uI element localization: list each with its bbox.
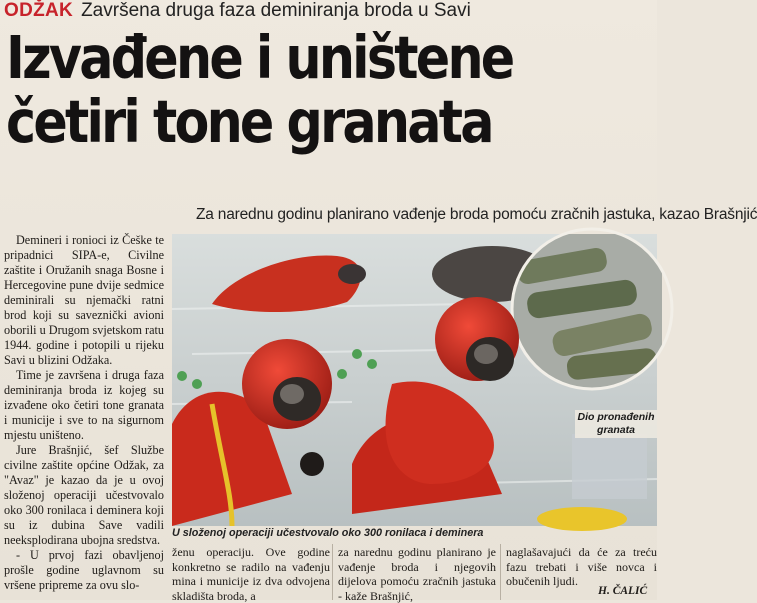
article-left-column bbox=[4, 233, 164, 600]
photo-caption: U složenoj operaciji učestvovalo oko 300 ronilaca i deminera bbox=[172, 527, 484, 539]
kicker-text: Završena druga faza deminiranja broda u Savi bbox=[81, 0, 471, 21]
byline: H. ČALIĆ bbox=[598, 585, 648, 597]
divers-photo bbox=[172, 234, 657, 526]
article-column-4: naglašavajući da će za treću fazu trebati i više novca i obučenih ljudi. bbox=[506, 545, 657, 588]
headline bbox=[6, 23, 563, 156]
article-paragraph: - U prvoj fazi obavljenoj prošle godine uglavnom su vršene pripreme za ovu slo- bbox=[4, 548, 164, 592]
column-divider bbox=[500, 544, 501, 600]
subheadline: Za narednu godinu planirano vađenje broda pomoću zračnih jastuka, kazao Brašnjić bbox=[196, 206, 757, 223]
headline-line-1: Izvađene i uništene bbox=[6, 23, 513, 92]
article-paragraph: Demineri i ronioci iz Češke te pripadnici SIPA-e, Civilne zaštite i Oružanih snaga Bosne i Hercegovine pune dvije sedmice deminirali su njemački ratni brod koji su saveznički avioni oborili u Drugom svjetskom ratu 1944. godine i potopili u rijeku Savi u blizini Odžaka. bbox=[4, 233, 164, 367]
column-divider bbox=[332, 544, 333, 600]
location-tag: ODŽAK bbox=[4, 0, 74, 21]
article-column-3: za narednu godinu planirano je vađenje broda i njegovih dijelova pomoću zračnih jastuka - kaže Brašnjić, bbox=[338, 545, 496, 603]
article-paragraph: Time je završena i druga faza deminiranja broda iz kojeg su izvađene oko četiri tone granata i municije i sve to na sigurnom mjestu uništeno. bbox=[4, 368, 164, 442]
article-column-2: ženu operaciju. Ove godine konkretno se radilo na vađenju mina i municije iz dva odvojena skladišta broda, a bbox=[172, 545, 330, 603]
article-paragraph: Jure Brašnjić, šef Službe civilne zaštite općine Odžak, za "Avaz" je kazao da je u ovoj složenoj operaciji učestvovalo oko 300 ronilaca i deminera koji su iz dubina Save vadili neeksplodirana ubojna sredstva. bbox=[4, 443, 164, 547]
inset-caption: Dio pronađenih granata bbox=[575, 410, 657, 438]
headline-line-2: četiri tone granata bbox=[6, 87, 492, 156]
